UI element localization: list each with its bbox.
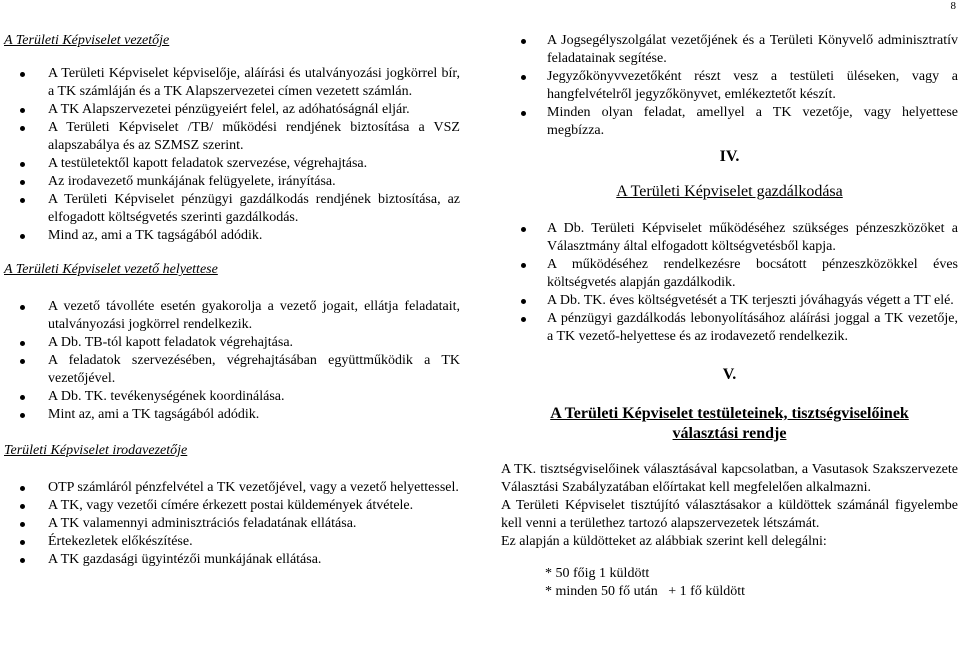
- chapter-title-line-1: A Területi Képviselet testületeinek, tisztségviselőinek: [550, 405, 909, 422]
- list-item: A Db. TK. tevékenységének koordinálása.: [4, 388, 460, 406]
- office-head-duties-list: [4, 479, 460, 569]
- chapter-title-elections: [501, 404, 958, 444]
- list-item: Az irodavezető munkájának felügyelete, irányítása.: [4, 173, 460, 191]
- chapter-number-v: V.: [722, 366, 737, 383]
- list-item: A Db. Területi Képviselet működéséhez szükséges pénzeszközöket a Választmány által elfogadott költségvetésből kapja.: [501, 220, 958, 256]
- list-item: A pénzügyi gazdálkodás lebonyolításához aláírási joggal a TK vezetője, a TK vezető-helyettese és az irodavezető rendelkezik.: [501, 310, 958, 346]
- list-item: Mint az, ami a TK tagságából adódik.: [4, 406, 460, 424]
- finance-list: [501, 220, 958, 346]
- list-item: Minden olyan feladat, amellyel a TK vezetője, vagy helyettese megbízza.: [501, 104, 958, 140]
- left-column: [4, 32, 460, 569]
- list-item: A Területi Képviselet pénzügyi gazdálkodás rendjének biztosítása, az elfogadott költségvetés szerinti gazdálkodás.: [4, 191, 460, 227]
- office-head-duties-continued: [501, 32, 958, 140]
- list-item: A TK gazdasági ügyintézői munkájának ellátása.: [4, 551, 460, 569]
- section-title-deputy: A Területi Képviselet vezető helyettese: [4, 262, 218, 277]
- list-item: A TK valamennyi adminisztrációs feladatának ellátása.: [4, 515, 460, 533]
- delegation-rule-1: * 50 főig 1 küldött: [545, 566, 650, 581]
- chapter-number-iv: IV.: [719, 148, 740, 165]
- list-item: A TK, vagy vezetői címére érkezett postai küldemények átvétele.: [4, 497, 460, 515]
- section-title-leader: A Területi Képviselet vezetője: [4, 33, 170, 48]
- list-item: Értekezletek előkészítése.: [4, 533, 460, 551]
- leader-duties-list: [4, 65, 460, 245]
- list-item: A vezető távolléte esetén gyakorolja a vezető jogait, ellátja feladatait, utalványozási jogkörrel rendelkezik.: [4, 298, 460, 334]
- list-item: A testületektől kapott feladatok szervezése, végrehajtása.: [4, 155, 460, 173]
- list-item: A TK Alapszervezetei pénzügyeiért felel, az adóhatóságnál eljár.: [4, 101, 460, 119]
- delegation-rule-2: * minden 50 fő után + 1 fő küldött: [545, 584, 745, 599]
- right-column: [501, 32, 958, 601]
- list-item: A Területi Képviselet képviselője, aláírási és utalványozási jogkörrel bír, a TK számláján és a TK Alapszervezetei címen vezetett számlán.: [4, 65, 460, 101]
- elections-paragraph-2: A Területi Képviselet tisztújító választásakor a küldöttek számánál figyelembe kell venni a területhez tartozó alapszervezetek létszámát.: [501, 498, 958, 531]
- list-item: A Db. TB-tól kapott feladatok végrehajtása.: [4, 334, 460, 352]
- list-item: A Jogsegélyszolgálat vezetőjének és a Területi Könyvelő adminisztratív feladatainak segítése.: [501, 32, 958, 68]
- list-item: OTP számláról pénzfelvétel a TK vezetőjével, vagy a vezető helyettessel.: [4, 479, 460, 497]
- list-item: A Területi Képviselet /TB/ működési rendjének biztosítása a VSZ alapszabálya és az SZMSZ szerint.: [4, 119, 460, 155]
- list-item: A működéséhez rendelkezésre bocsátott pénzeszközökkel éves költségvetés alapján gazdálkodik.: [501, 256, 958, 292]
- deputy-duties-list: [4, 298, 460, 424]
- chapter-title-line-2: választási rendje: [672, 425, 787, 442]
- section-title-office-head: Területi Képviselet irodavezetője: [4, 443, 188, 458]
- chapter-title-finance: A Területi Képviselet gazdálkodása: [616, 183, 843, 200]
- elections-paragraph-1: A TK. tisztségviselőinek választásával kapcsolatban, a Vasutasok Szakszervezete Választási Szabályzatában előírtakat kell megfelelően alkalmazni.: [501, 462, 958, 495]
- elections-paragraph-3: Ez alapján a küldötteket az alábbiak szerint kell delegálni:: [501, 534, 827, 549]
- page-number: 8: [950, 0, 956, 12]
- list-item: Mind az, ami a TK tagságából adódik.: [4, 227, 460, 245]
- list-item: A feladatok szervezésében, végrehajtásában együttműködik a TK vezetőjével.: [4, 352, 460, 388]
- list-item: A Db. TK. éves költségvetését a TK terjeszti jóváhagyás végett a TT elé.: [501, 292, 958, 310]
- list-item: Jegyzőkönyvvezetőként részt vesz a testületi üléseken, vagy a hangfelvételről jegyzőkönyvet, emlékeztetőt készít.: [501, 68, 958, 104]
